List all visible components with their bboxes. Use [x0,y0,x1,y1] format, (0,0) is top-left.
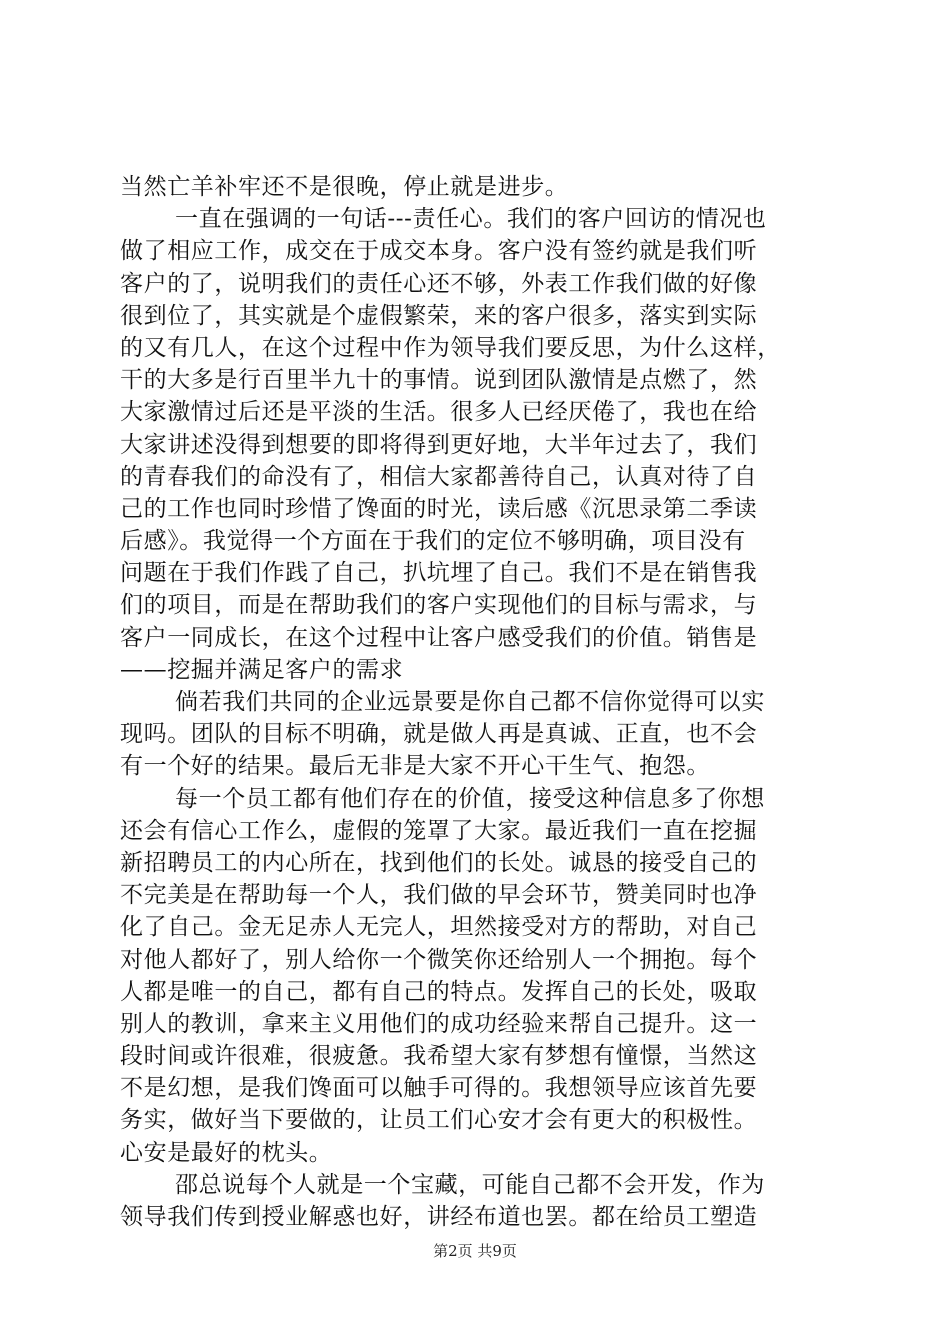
text-line: ——挖掘并满足客户的需求 [120,656,404,683]
text-line: 问题在于我们作践了自己，扒坑埋了自己。我们不是在销售我 [120,560,758,587]
document-body [120,171,840,1233]
text-line: 后感》。我觉得一个方面在于我们的定位不够明确，项目没有 [120,528,746,555]
text-line: 心安是最好的枕头。 [120,1139,333,1166]
text-line: 大家激情过后还是平淡的生活。很多人已经厌倦了，我也在给 [120,399,758,426]
text-line: 对他人都好了，别人给你一个微笑你还给别人一个拥抱。每个 [120,946,758,973]
text-line: 客户一同成长，在这个过程中让客户感受我们的价值。销售是 [120,624,758,651]
text-line: 现吗。团队的目标不明确，就是做人再是真诚、正直，也不会 [120,721,758,748]
text-line: 大家讲述没得到想要的即将得到更好地，大半年过去了，我们 [120,431,758,458]
text-line: 还会有信心工作么，虚假的笼罩了大家。最近我们一直在挖掘 [120,817,758,844]
text-line: 的又有几人，在这个过程中作为领导我们要反思，为什么这样， [120,334,781,361]
text-line: 的青春我们的命没有了，相信大家都善待自己，认真对待了自 [120,463,758,490]
text-line: 别人的教训，拿来主义用他们的成功经验来帮自己提升。这一 [120,1010,758,1037]
text-line: 新招聘员工的内心所在，找到他们的长处。诚恳的接受自己的 [120,849,758,876]
text-line: 倘若我们共同的企业远景要是你自己都不信你觉得可以实 [175,689,765,715]
text-line: 们的项目，而是在帮助我们的客户实现他们的目标与需求，与 [120,592,758,619]
text-line: 务实，做好当下要做的，让员工们心安才会有更大的积极性。 [120,1107,758,1134]
text-line: 段时间或许很难，很疲惫。我希望大家有梦想有憧憬，当然这 [120,1043,758,1070]
text-line: 不完美是在帮助每一个人，我们做的早会环节，赞美同时也净 [120,882,758,909]
text-line: 干的大多是行百里半九十的事情。说到团队激情是点燃了，然 [120,367,758,394]
text-line: 领导我们传到授业解惑也好，讲经布道也罢。都在给员工塑造 [120,1204,758,1230]
text-line: 很到位了，其实就是个虚假繁荣，来的客户很多，落实到实际 [120,302,758,329]
text-line: 己的工作也同时珍惜了馋面的时光，读后感《沉思录第二季读 [120,495,758,522]
text-line: 邵总说每个人就是一个宝藏，可能自己都不会开发，作为 [175,1171,765,1198]
text-line: 化了自己。金无足赤人无完人，坦然接受对方的帮助，对自己 [120,914,758,941]
text-line: 当然亡羊补牢还不是很晚，停止就是进步。 [120,174,569,200]
text-line: 不是幻想，是我们馋面可以触手可得的。我想领导应该首先要 [120,1075,758,1102]
page-footer: 第2页 共9页 [433,1242,517,1260]
text-line: 有一个好的结果。最后无非是大家不开心干生气、抱怨。 [120,753,710,780]
text-line: 客户的了，说明我们的责任心还不够，外表工作我们做的好像 [120,270,758,297]
text-line: 每一个员工都有他们存在的价值，接受这种信息多了你想 [175,785,765,812]
text-line: 人都是唯一的自己，都有自己的特点。发挥自己的长处，吸取 [120,978,758,1005]
text-line: 一直在强调的一句话---责任心。我们的客户回访的情况也 [175,206,767,233]
text-line: 做了相应工作，成交在于成交本身。客户没有签约就是我们听 [120,238,758,265]
